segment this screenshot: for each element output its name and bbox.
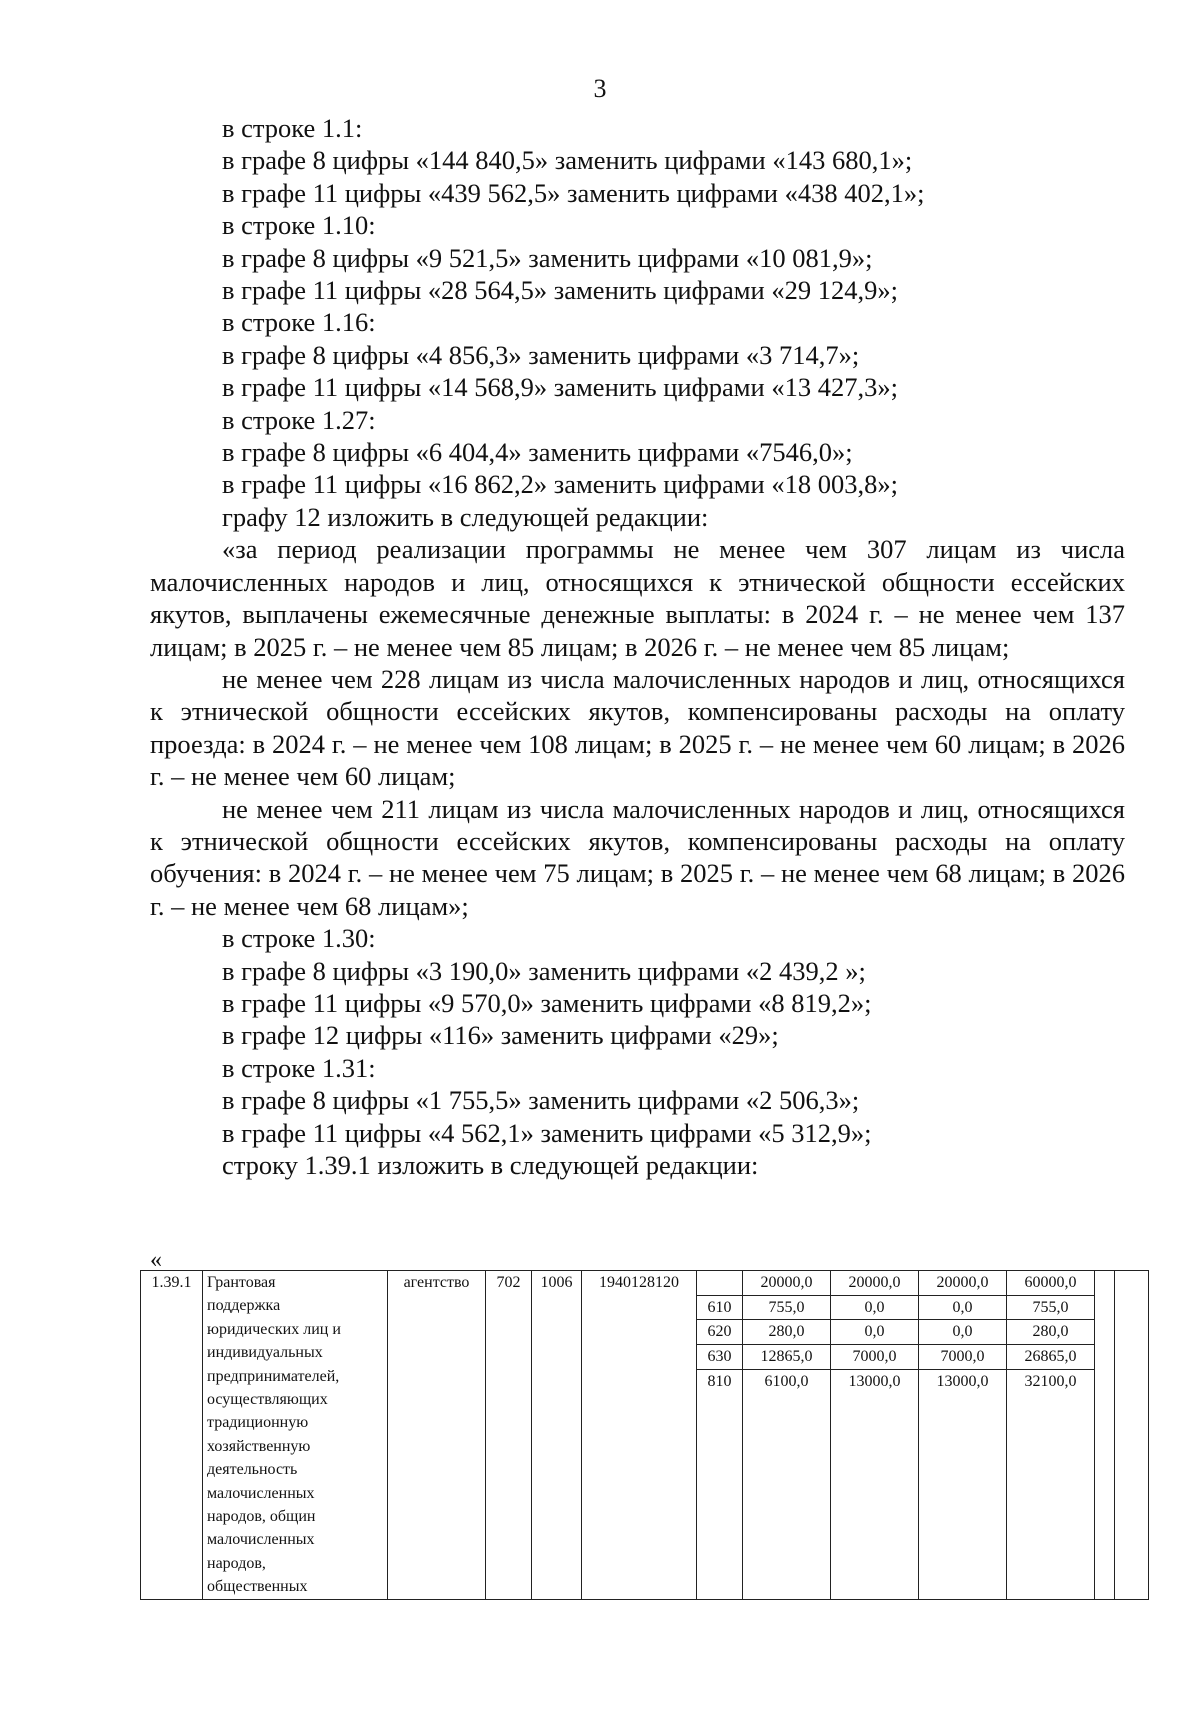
amount-2025: 13000,0: [831, 1369, 919, 1599]
text-line: в графе 11 цифры «16 862,2» заменить цифрами «18 003,8»;: [222, 469, 898, 500]
measure-name-line: поддержка: [207, 1297, 281, 1315]
code-grbs: 702: [486, 1271, 532, 1600]
amount-total: 26865,0: [1007, 1345, 1095, 1370]
measure-name-line: юридических лиц и: [207, 1320, 341, 1338]
empty-column: [1095, 1271, 1115, 1600]
amount-2024: 20000,0: [743, 1271, 831, 1296]
amount-2024: 755,0: [743, 1295, 831, 1320]
measure-name-line: осуществляющих: [207, 1391, 328, 1409]
amount-2025: 20000,0: [831, 1271, 919, 1296]
text-line: в графе 8 цифры «144 840,5» заменить цифрами «143 680,1»;: [222, 145, 913, 176]
text-line: в строке 1.31:: [222, 1052, 376, 1083]
paragraph-education: не менее чем 211 лицам из числа малочисленных народов и лиц, относящихся к этнической общности ессейских якутов, компенсированы расходы на оплату обучения: в 2024 г. – не менее чем 75 лицам; в 2025 г. – не менее чем 68 лицам; в 2026 г. – не менее чем 68 лицам»;: [150, 793, 1125, 921]
text-line: в графе 12 цифры «116» заменить цифрами «29»;: [222, 1020, 779, 1051]
amount-2026: 0,0: [919, 1320, 1007, 1345]
vr-code: 810: [697, 1369, 743, 1599]
amount-2025: 7000,0: [831, 1345, 919, 1370]
text-line: в графе 11 цифры «9 570,0» заменить цифрами «8 819,2»;: [222, 987, 872, 1018]
grant-table: [140, 1270, 1149, 1600]
text-line: в графе 8 цифры «3 190,0» заменить цифрами «2 439,2 »;: [222, 955, 866, 986]
measure-name-line: деятельность: [207, 1461, 298, 1479]
amount-2026: 20000,0: [919, 1271, 1007, 1296]
text-line: в графе 8 цифры «1 755,5» заменить цифрами «2 506,3»;: [222, 1085, 860, 1116]
amount-2026: 13000,0: [919, 1369, 1007, 1599]
paragraph-payments: «за период реализации программы не менее чем 307 лицам из числа малочисленных народов и лиц, относящихся к этнической общности ессейских якутов, выплачены ежемесячные денежные выплаты: в 2024 г. – не менее чем 137 лицам; в 2025 г. – не менее чем 85 лицам; в 2026 г. – не менее чем 85 лицам;: [150, 534, 1125, 662]
text-line: графу 12 изложить в следующей редакции:: [222, 501, 709, 532]
empty-column: [1115, 1271, 1149, 1600]
vr-code: 620: [697, 1320, 743, 1345]
text-line: строку 1.39.1 изложить в следующей редакции:: [222, 1150, 759, 1180]
amount-2024: 6100,0: [743, 1369, 831, 1599]
vr-code: 610: [697, 1295, 743, 1320]
amount-total: 60000,0: [1007, 1271, 1095, 1296]
executor: агентство: [388, 1271, 486, 1600]
text-line: в строке 1.30:: [222, 923, 376, 954]
vr-code: 630: [697, 1345, 743, 1370]
amount-total: 755,0: [1007, 1295, 1095, 1320]
code-rzpr: 1006: [532, 1271, 582, 1600]
amount-2024: 12865,0: [743, 1345, 831, 1370]
text-line: в строке 1.27:: [222, 404, 376, 435]
text-line: в графе 11 цифры «439 562,5» заменить цифрами «438 402,1»;: [222, 177, 925, 208]
page-number: 3: [593, 74, 607, 103]
text-line: в графе 11 цифры «28 564,5» заменить цифрами «29 124,9»;: [222, 275, 898, 306]
amount-total: 280,0: [1007, 1320, 1095, 1345]
document-body: [150, 112, 1125, 1181]
text-line: в графе 8 цифры «9 521,5» заменить цифрами «10 081,9»;: [222, 242, 873, 273]
text-line: в графе 8 цифры «6 404,4» заменить цифрами «7546,0»;: [222, 437, 853, 468]
measure-name-line: индивидуальных: [207, 1344, 323, 1362]
amount-total: 32100,0: [1007, 1369, 1095, 1599]
text-line: в графе 8 цифры «4 856,3» заменить цифрами «3 714,7»;: [222, 339, 860, 370]
amount-2026: 0,0: [919, 1295, 1007, 1320]
measure-name-line: народов, общин: [207, 1508, 316, 1526]
measure-name-line: Грантовая: [207, 1274, 276, 1291]
row-number: 1.39.1: [141, 1271, 203, 1600]
measure-name-line: хозяйственную: [207, 1437, 311, 1455]
amount-2024: 280,0: [743, 1320, 831, 1345]
measure-name-line: малочисленных: [207, 1484, 315, 1502]
table-row: [141, 1271, 1149, 1296]
measure-name-line: предпринимателей,: [207, 1367, 340, 1385]
measure-name-line: народов,: [207, 1554, 266, 1572]
text-line: в графе 11 цифры «4 562,1» заменить цифрами «5 312,9»;: [222, 1117, 872, 1148]
amount-2025: 0,0: [831, 1295, 919, 1320]
measure-name: [203, 1271, 388, 1600]
paragraph-travel: не менее чем 228 лицам из числа малочисленных народов и лиц, относящихся к этнической общности ессейских якутов, компенсированы расходы на оплату проезда: в 2024 г. – не менее чем 108 лицам; в 2025 г. – не менее чем 60 лицам; в 2026 г. – не менее чем 60 лицам;: [150, 663, 1125, 792]
measure-name-line: малочисленных: [207, 1531, 315, 1549]
amount-2026: 7000,0: [919, 1345, 1007, 1370]
code-csr: 1940128120: [582, 1271, 697, 1600]
measure-name-line: общественных: [207, 1578, 308, 1596]
text-line: в строке 1.1:: [222, 113, 363, 143]
amount-2025: 0,0: [831, 1320, 919, 1345]
quote-open-mark: «: [150, 1247, 162, 1273]
text-line: в строке 1.10:: [222, 210, 376, 241]
text-line: в строке 1.16:: [222, 307, 376, 338]
measure-name-line: традиционную: [207, 1414, 309, 1432]
vr-code: [697, 1271, 743, 1296]
text-line: в графе 11 цифры «14 568,9» заменить цифрами «13 427,3»;: [222, 372, 898, 403]
